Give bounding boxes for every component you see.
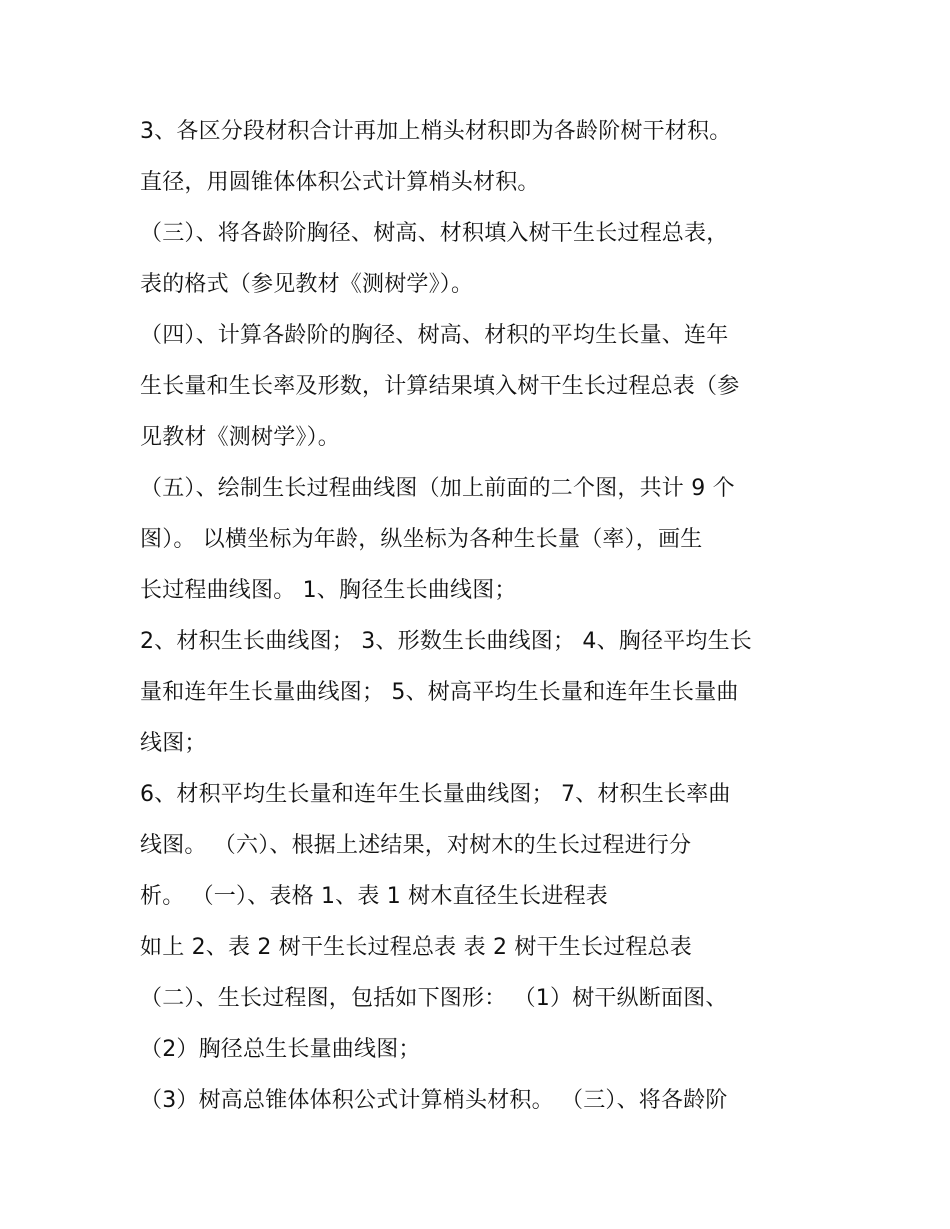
text-line-17: 如上 2、表 2 树干生长过程总表 表 2 树干生长过程总表 — [140, 935, 692, 960]
text-line-1: 3、各区分段材积合计再加上梢头材积即为各龄阶树干材积。 — [140, 119, 732, 144]
text-line-18: （二）、生长过程图，包括如下图形： （1）树干纵断面图、 — [140, 986, 728, 1011]
text-line-20: （3）树高总锥体体积公式计算梢头材积。 （三）、将各龄阶 — [140, 1088, 728, 1113]
text-line-15: 线图。 （六）、根据上述结果，对树木的生长过程进行分 — [140, 833, 692, 858]
text-line-16: 析。 （一）、表格 1、表 1 树木直径生长进程表 — [140, 884, 608, 909]
text-line-4: 表的格式（参见教材《测树学》）。 — [140, 272, 474, 297]
text-line-19: （2）胸径总生长量曲线图； — [140, 1037, 421, 1062]
text-line-12: 量和连年生长量曲线图； 5、树高平均生长量和连年生长量曲 — [140, 680, 739, 705]
text-line-13: 线图； — [140, 731, 207, 756]
text-line-10: 长过程曲线图。 1、胸径生长曲线图； — [140, 578, 517, 603]
text-line-7: 见教材《测树学》）。 — [140, 425, 341, 450]
text-line-3: （三）、将各龄阶胸径、树高、材积填入树干生长过程总表， — [140, 221, 729, 246]
text-line-8: （五）、绘制生长过程曲线图（加上前面的二个图，共计 9 个 — [140, 476, 735, 501]
document-body — [140, 106, 820, 1126]
text-line-14: 6、材积平均生长量和连年生长量曲线图； 7、材积生长率曲 — [140, 782, 731, 807]
text-line-5: （四）、计算各龄阶的胸径、树高、材积的平均生长量、连年 — [140, 323, 729, 348]
text-line-6: 生长量和生长率及形数，计算结果填入树干生长过程总表（参 — [140, 374, 740, 399]
text-line-11: 2、材积生长曲线图； 3、形数生长曲线图； 4、胸径平均生长 — [140, 629, 752, 654]
text-line-9: 图）。 以横坐标为年龄，纵坐标为各种生长量（率），画生 — [140, 527, 703, 552]
text-line-2: 直径，用圆锥体体积公式计算梢头材积。 — [140, 170, 540, 195]
